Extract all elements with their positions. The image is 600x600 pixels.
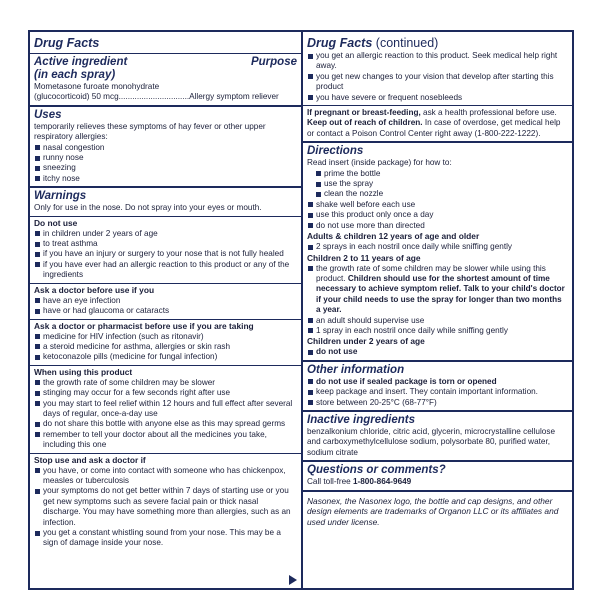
directions-list: [307, 169, 568, 231]
directions-heading: Directions: [307, 145, 364, 158]
other-info-section: [303, 360, 572, 410]
inactive-heading: Inactive ingredients: [307, 413, 416, 426]
list-item: the growth rate of some children may be slower while using this product. Children should use for the shortest amount of time necessary to achieve symptom relief. Talk to your child's doctor if your child needs to use the spray for longer than two months a year.: [307, 264, 568, 316]
list-item: medicine for HIV infection (such as ritonavir): [34, 332, 297, 342]
warnings-section: [30, 186, 301, 551]
list-item: have or had glaucoma or cataracts: [34, 306, 297, 316]
list-item: do not use if sealed package is torn or opened: [307, 377, 568, 387]
list-item: the growth rate of some children may be slower: [34, 378, 297, 388]
list-item: store between 20-25°C (68-77°F): [307, 398, 568, 408]
list-item: use the spray: [307, 179, 568, 189]
list-item: have an eye infection: [34, 296, 297, 306]
list-item: your symptoms do not get better within 7 days of starting use or you get new symptoms such as severe facial pain or thick nasal discharge. You may have something more than allergies, such as an infection.: [34, 486, 297, 528]
list-item: shake well before each use: [307, 200, 568, 210]
inactive-text: benzalkonium chloride, citric acid, glycerin, microcrystalline cellulose and carboxymethylcellulose sodium, polysorbate 80, purified water, sodium citrate: [307, 426, 555, 457]
children-heading: Children 2 to 11 years of age: [307, 252, 421, 263]
list-item: you get an allergic reaction to this product. Seek medical help right away.: [307, 51, 568, 72]
list-item: to treat asthma: [34, 239, 297, 249]
under2-list: [307, 347, 568, 357]
ingredient-name: Mometasone furoate monohydrate: [34, 82, 160, 91]
phone-number: 1-800-864-9649: [352, 477, 412, 487]
ask-pharmacist-heading: Ask a doctor or pharmacist before use if you are taking: [34, 320, 254, 331]
questions-phone-line: Call toll-free 1-800-864-9649: [307, 477, 412, 487]
list-item: prime the bottle: [307, 169, 568, 179]
uses-intro: temporarily relieves these symptoms of hay fever or other upper respiratory allergies:: [34, 121, 266, 142]
list-item: you have severe or frequent nosebleeds: [307, 93, 568, 103]
directions-section: [303, 141, 572, 360]
ask-doctor-list: [34, 296, 297, 317]
drug-facts-panel: [28, 30, 574, 590]
list-item: keep package and insert. They contain important information.: [307, 387, 568, 397]
stop-use-list: [34, 466, 297, 549]
ask-doctor-heading: Ask a doctor before use if you: [34, 284, 155, 295]
title-section: [30, 34, 301, 53]
drug-facts-title-text: Drug Facts: [307, 36, 373, 50]
ingredient-dose: (glucocorticoid) 50 mcg...............................Allergy symptom reliever: [34, 92, 279, 102]
active-ingredient-heading: Active ingredient: [34, 56, 128, 68]
list-item: clean the nozzle: [307, 189, 568, 199]
under2-heading: Children under 2 years of age: [307, 336, 425, 347]
do-not-use-list: [34, 229, 297, 281]
drug-facts-continued-title: [307, 36, 568, 51]
list-item: 1 spray in each nostril once daily while sniffing gently: [307, 326, 568, 336]
list-item: itchy nose: [34, 174, 297, 184]
list-item: you get a constant whistling sound from your nose. This may be a sign of damage inside your nose.: [34, 528, 297, 549]
warnings-intro: Only for use in the nose. Do not spray into your eyes or mouth.: [34, 203, 262, 213]
pregnancy-warning: If pregnant or breast-feeding, ask a health professional before use.: [307, 108, 557, 118]
list-item: do not use: [307, 347, 568, 357]
list-item: you may start to feel relief within 12 hours and full effect after several days of regular, once-a-day use: [34, 399, 297, 420]
list-item: 2 sprays in each nostril once daily while sniffing gently: [307, 242, 568, 252]
uses-section: [30, 105, 301, 186]
trademark-notice: Nasonex, the Nasonex logo, the bottle and cap designs, and other design elements are trademarks of Organon LLC or its affiliates and used under license.: [307, 495, 559, 527]
left-column: [30, 32, 303, 588]
do-not-use-heading: Do not use: [34, 217, 78, 228]
drug-facts-title: Drug Facts: [34, 36, 100, 50]
continued-title-section: [303, 34, 572, 105]
list-item: in children under 2 years of age: [34, 229, 297, 239]
list-item: a steroid medicine for asthma, allergies or skin rash: [34, 342, 297, 352]
pregnancy-section: [303, 105, 572, 141]
list-item: an adult should supervise use: [307, 316, 568, 326]
inactive-section: [303, 410, 572, 460]
other-info-heading: Other information: [307, 363, 405, 376]
continued-stop-use-list: [307, 51, 568, 103]
adults-list: [307, 242, 568, 252]
warnings-heading: Warnings: [34, 190, 87, 203]
list-item: do not use more than directed: [307, 221, 568, 231]
list-item: stinging may occur for a few seconds right after use: [34, 388, 297, 398]
questions-section: [303, 460, 572, 489]
list-item: remember to tell your doctor about all the medicines you take, including this one: [34, 430, 297, 451]
list-item: you have, or come into contact with someone who has chickenpox, measles or tuberculosis: [34, 466, 297, 487]
list-item: use this product only once a day: [307, 210, 568, 220]
stop-use-heading: Stop use and ask a doctor if: [34, 454, 146, 465]
purpose-heading: Purpose: [250, 56, 297, 68]
continued-label: (continued): [375, 36, 439, 50]
active-ingredient-subheading: (in each spray): [34, 69, 116, 81]
list-item: if you have ever had an allergic reaction to this product or any of the ingredients: [34, 260, 297, 281]
when-using-list: [34, 378, 297, 451]
keep-out-warning: Keep out of reach of children. In case of overdose, get medical help or contact a Poison Control Center right away (1-800-222-1222).: [307, 118, 561, 138]
list-item: do not share this bottle with anyone else as this may spread germs: [34, 419, 297, 429]
uses-heading: Uses: [34, 108, 62, 121]
continue-arrow-icon: [289, 575, 297, 585]
questions-heading: Questions or comments?: [307, 464, 446, 477]
uses-list: [34, 143, 297, 185]
adults-heading: Adults & children 12 years of age and older: [307, 231, 480, 242]
list-item: ketoconazole pills (medicine for fungal infection): [34, 352, 297, 362]
children-list: [307, 264, 568, 337]
legal-section: [303, 490, 572, 530]
list-item: nasal congestion: [34, 143, 297, 153]
list-item: you get new changes to your vision that develop after starting this product: [307, 72, 568, 93]
other-info-list: [307, 377, 568, 408]
ask-pharmacist-list: [34, 332, 297, 363]
list-item: sneezing: [34, 163, 297, 173]
list-item: if you have an injury or surgery to your nose that is not fully healed: [34, 249, 297, 259]
right-column: [303, 32, 572, 588]
list-item: runny nose: [34, 153, 297, 163]
when-using-heading: When using this product: [34, 366, 133, 377]
active-ingredient-section: [30, 53, 301, 105]
directions-intro: Read insert (inside package) for how to:: [307, 158, 452, 168]
